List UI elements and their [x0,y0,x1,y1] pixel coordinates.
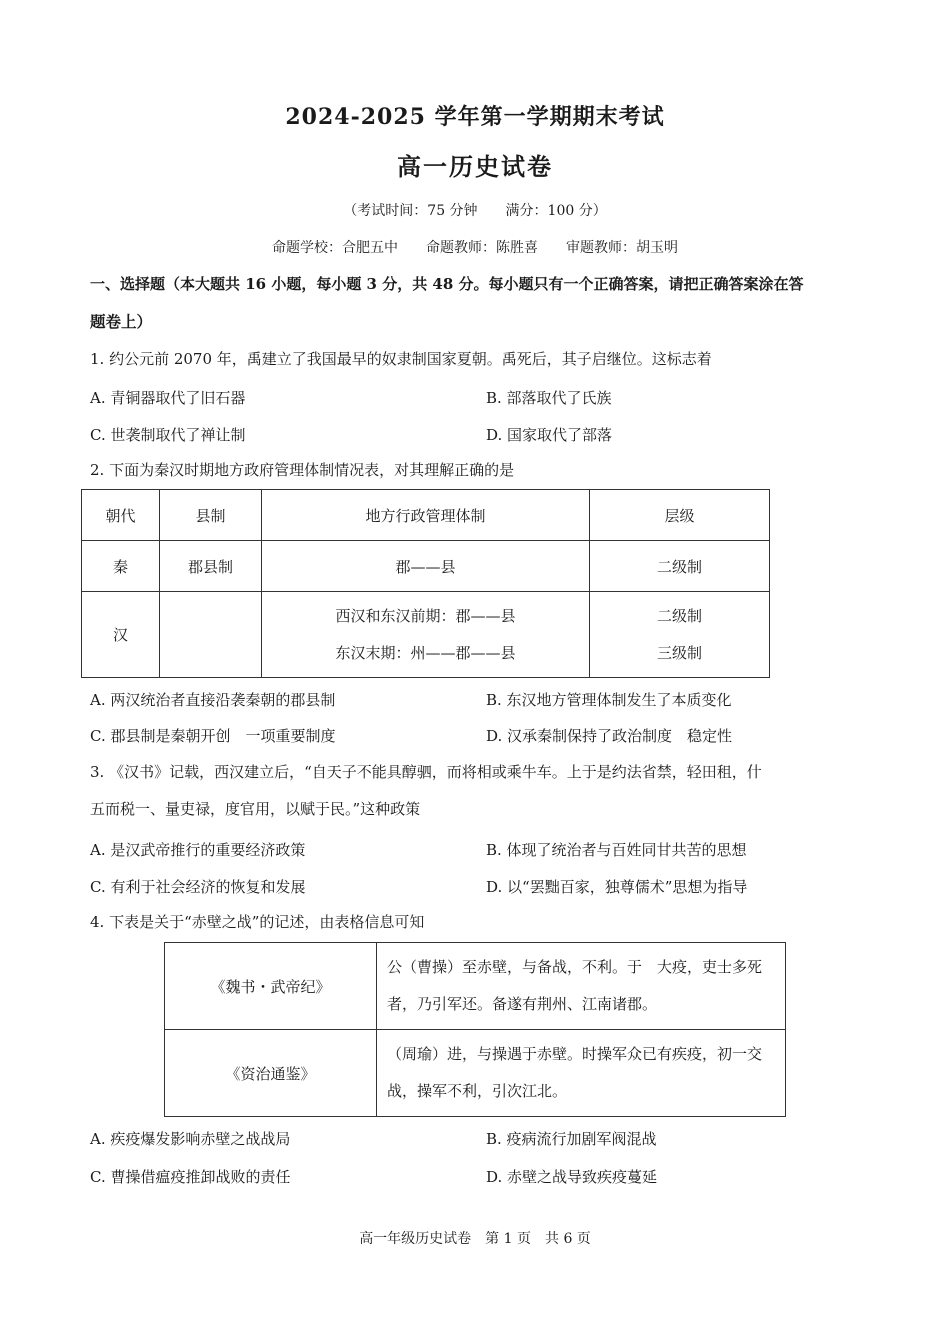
header-admin-system: 地方行政管理体制 [262,490,590,541]
cell-admin: 郡——县 [262,541,590,592]
q3-option-b: B. 体现了统治者与百姓同甘共苦的思想 [486,841,747,859]
exam-authors: 命题学校：合肥五中 命题教师：陈胜喜 审题教师：胡玉明 [272,240,678,256]
q4-option-b: B. 疫病流行加剧军阀混战 [486,1130,657,1148]
q4-option-c: C. 曹操借瘟疫推卸战败的责任 [90,1168,291,1186]
exam-title: 2024-2025 学年第一学期期末考试 [285,104,665,130]
q1-option-b: B. 部落取代了氏族 [486,389,612,407]
q1-option-c: C. 世袭制取代了禅让制 [90,426,246,444]
page-footer: 高一年级历史试卷 第 1 页 共 6 页 [359,1231,591,1247]
q3-option-a: A. 是汉武帝推行的重要经济政策 [90,841,306,859]
cell-dynasty: 秦 [82,541,160,592]
header-level: 层级 [590,490,770,541]
q2-table [81,489,770,678]
cell-level [590,592,770,678]
exam-subject-title: 高一历史试卷 [397,152,553,181]
admin-line-1: 西汉和东汉前期：郡——县 [335,606,516,625]
q1-stem: 1. 约公元前 2070 年，禹建立了我国最早的奴隶制国家夏朝。禹死后，其子启继位。这标志着 [90,350,712,368]
level-line-1: 二级制 [656,606,702,625]
cell-system [160,592,262,678]
q3-stem-line2: 五而税一、量吏禄，度官用，以赋于民。”这种政策 [90,800,421,818]
q4-option-a: A. 疾疫爆发影响赤壁之战战局 [90,1130,291,1148]
header-county-system: 县制 [160,490,262,541]
q3-option-c: C. 有利于社会经济的恢复和发展 [90,878,306,896]
section-heading-line2: 题卷上） [90,312,153,331]
cell-source: 《资治通鉴》 [165,1030,377,1117]
table-row [165,1030,786,1117]
q4-stem: 4. 下表是关于“赤壁之战”的记述，由表格信息可知 [90,913,425,931]
q4-table [164,942,786,1117]
q1-option-d: D. 国家取代了部落 [486,426,613,444]
q2-stem: 2. 下面为秦汉时期地方政府管理体制情况表，对其理解正确的是 [90,461,515,479]
q2-option-d: D. 汉承秦制保持了政治制度 稳定性 [486,727,733,745]
q4-option-d: D. 赤壁之战导致疾疫蔓延 [486,1168,658,1186]
cell-admin [262,592,590,678]
q1-option-a: A. 青铜器取代了旧石器 [90,389,246,407]
exam-time-info: （考试时间：75 分钟 满分：100 分） [343,203,607,219]
admin-line-2: 东汉末期：州——郡——县 [335,643,516,662]
table-header-row [82,490,770,541]
q2-option-a: A. 两汉统治者直接沿袭秦朝的郡县制 [90,691,336,709]
section-heading [90,266,870,340]
q3-stem-line1: 3. 《汉书》记载，西汉建立后，“自天子不能具醇驷，而将相或乘牛车。上于是约法省禁，轻田租，什 [90,763,762,781]
q2-option-c: C. 郡县制是秦朝开创 一项重要制度 [90,727,336,745]
table-row [165,943,786,1030]
cell-record: 公（曹操）至赤壁，与备战，不利。于 大疫，吏士多死者，乃引军还。备遂有荆州、江南诸郡。 [377,943,786,1030]
section-heading-line1: 一、选择题（本大题共 16 小题，每小题 3 分，共 48 分。每小题只有一个正确答案，请把正确答案涂在答 [90,275,804,293]
cell-record: （周瑜）进，与操遇于赤壁。时操军众已有疾疫，初一交战，操军不利，引次江北。 [377,1030,786,1117]
cell-dynasty: 汉 [82,592,160,678]
cell-system: 郡县制 [160,541,262,592]
q3-option-d: D. 以“罢黜百家，独尊儒术”思想为指导 [486,878,748,896]
table-row [82,592,770,678]
q2-option-b: B. 东汉地方管理体制发生了本质变化 [486,691,732,709]
table-row [82,541,770,592]
cell-source: 《魏书・武帝纪》 [165,943,377,1030]
cell-level: 二级制 [590,541,770,592]
header-dynasty: 朝代 [82,490,160,541]
level-line-2: 三级制 [656,643,702,662]
q3-stem [90,754,870,828]
